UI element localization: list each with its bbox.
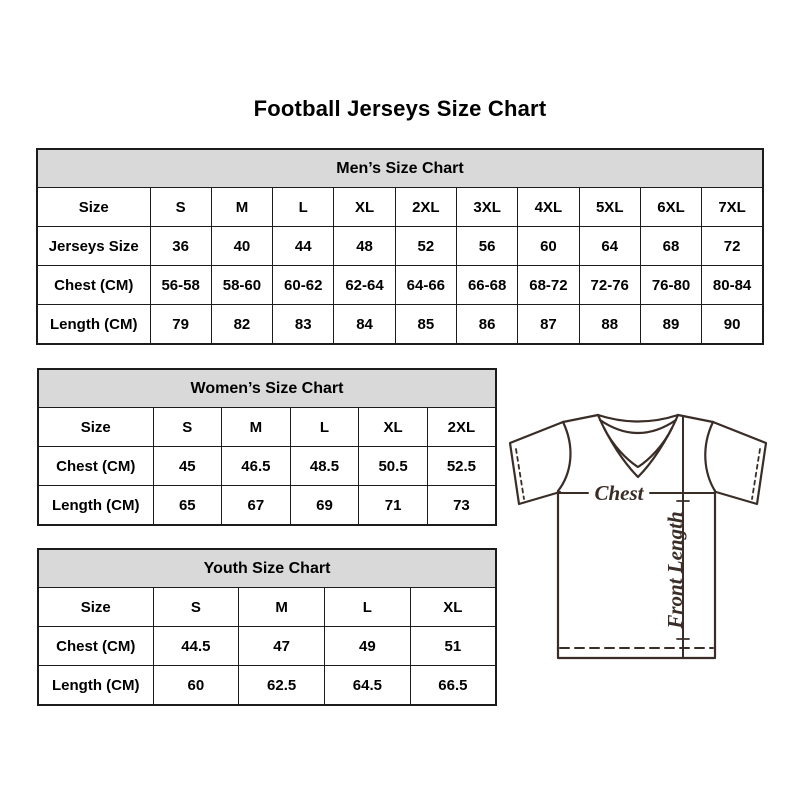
men-size-cell: 82 [211, 305, 272, 345]
men-size-cell: 58-60 [211, 266, 272, 305]
women-size-cell: 65 [153, 486, 222, 526]
men-size-cell: 80-84 [702, 266, 763, 305]
women-size-cell: 71 [359, 486, 428, 526]
men-size-cell: M [211, 188, 272, 227]
right-armhole-curve [705, 422, 715, 491]
women-row-label: Size [38, 408, 153, 447]
women-row-label: Chest (CM) [38, 447, 153, 486]
left-armhole-curve [558, 422, 570, 491]
men-size-cell: 90 [702, 305, 763, 345]
women-size-cell: 50.5 [359, 447, 428, 486]
men-size-cell: 56-58 [150, 266, 211, 305]
men-size-cell: XL [334, 188, 395, 227]
men-size-cell: 66-68 [456, 266, 517, 305]
men-size-cell: 84 [334, 305, 395, 345]
men-size-cell: 72 [702, 227, 763, 266]
women-size-cell: M [222, 408, 291, 447]
page-title: Football Jerseys Size Chart [253, 96, 547, 121]
women-size-cell: 2XL [427, 408, 496, 447]
men-size-cell: 89 [640, 305, 701, 345]
left-shoulder-seam [563, 415, 598, 422]
men-size-cell: 64-66 [395, 266, 456, 305]
women-size-cell: 73 [427, 486, 496, 526]
men-size-cell: S [150, 188, 211, 227]
women-size-cell: 67 [222, 486, 291, 526]
women-size-cell: 69 [290, 486, 359, 526]
collar-back-curve [598, 415, 678, 422]
men-size-cell: 6XL [640, 188, 701, 227]
men-size-cell: 88 [579, 305, 640, 345]
chest-measure-label: Chest [594, 481, 644, 505]
men-size-cell: 56 [456, 227, 517, 266]
youth-table-title: Youth Size Chart [38, 549, 496, 588]
men-size-cell: 7XL [702, 188, 763, 227]
front-length-measure-label: Front Length [663, 511, 687, 629]
men-size-cell: 2XL [395, 188, 456, 227]
men-size-cell: 79 [150, 305, 211, 345]
men-size-cell: 87 [518, 305, 579, 345]
men-size-cell: 48 [334, 227, 395, 266]
youth-size-cell: 64.5 [325, 666, 411, 706]
youth-size-cell: 62.5 [239, 666, 325, 706]
men-size-cell: 68-72 [518, 266, 579, 305]
men-row-label: Chest (CM) [37, 266, 150, 305]
men-size-cell: 68 [640, 227, 701, 266]
men-size-cell: L [273, 188, 334, 227]
men-size-cell: 64 [579, 227, 640, 266]
men-size-cell: 44 [273, 227, 334, 266]
women-size-cell: 52.5 [427, 447, 496, 486]
youth-size-cell: L [325, 588, 411, 627]
men-size-cell: 5XL [579, 188, 640, 227]
jersey-body-outline [558, 491, 715, 658]
youth-size-cell: 49 [325, 627, 411, 666]
women-size-cell: XL [359, 408, 428, 447]
men-size-cell: 76-80 [640, 266, 701, 305]
women-row-label: Length (CM) [38, 486, 153, 526]
men-size-cell: 36 [150, 227, 211, 266]
left-sleeve-outline [510, 422, 563, 504]
men-size-cell: 60-62 [273, 266, 334, 305]
women-table-title: Women’s Size Chart [38, 369, 496, 408]
right-sleeve-outline [713, 422, 766, 504]
men-size-cell: 4XL [518, 188, 579, 227]
men-size-cell: 85 [395, 305, 456, 345]
youth-size-table [37, 548, 497, 706]
youth-size-cell: 51 [410, 627, 496, 666]
youth-size-cell: 66.5 [410, 666, 496, 706]
men-size-cell: 83 [273, 305, 334, 345]
women-size-cell: 48.5 [290, 447, 359, 486]
youth-size-cell: 60 [153, 666, 239, 706]
men-size-cell: 60 [518, 227, 579, 266]
women-size-cell: 45 [153, 447, 222, 486]
youth-size-cell: S [153, 588, 239, 627]
jersey-measurement-diagram [503, 401, 775, 669]
youth-size-cell: 47 [239, 627, 325, 666]
men-row-label: Jerseys Size [37, 227, 150, 266]
men-size-cell: 72-76 [579, 266, 640, 305]
youth-row-label: Chest (CM) [38, 627, 153, 666]
youth-size-cell: 44.5 [153, 627, 239, 666]
men-row-label: Length (CM) [37, 305, 150, 345]
men-table-title: Men’s Size Chart [37, 149, 763, 188]
men-size-cell: 3XL [456, 188, 517, 227]
men-size-cell: 62-64 [334, 266, 395, 305]
mens-size-table [36, 148, 764, 345]
men-size-cell: 86 [456, 305, 517, 345]
men-size-cell: 40 [211, 227, 272, 266]
youth-row-label: Size [38, 588, 153, 627]
women-size-cell: S [153, 408, 222, 447]
men-row-label: Size [37, 188, 150, 227]
women-size-cell: L [290, 408, 359, 447]
youth-size-cell: XL [410, 588, 496, 627]
youth-row-label: Length (CM) [38, 666, 153, 706]
youth-size-cell: M [239, 588, 325, 627]
women-size-cell: 46.5 [222, 447, 291, 486]
womens-size-table [37, 368, 497, 526]
men-size-cell: 52 [395, 227, 456, 266]
